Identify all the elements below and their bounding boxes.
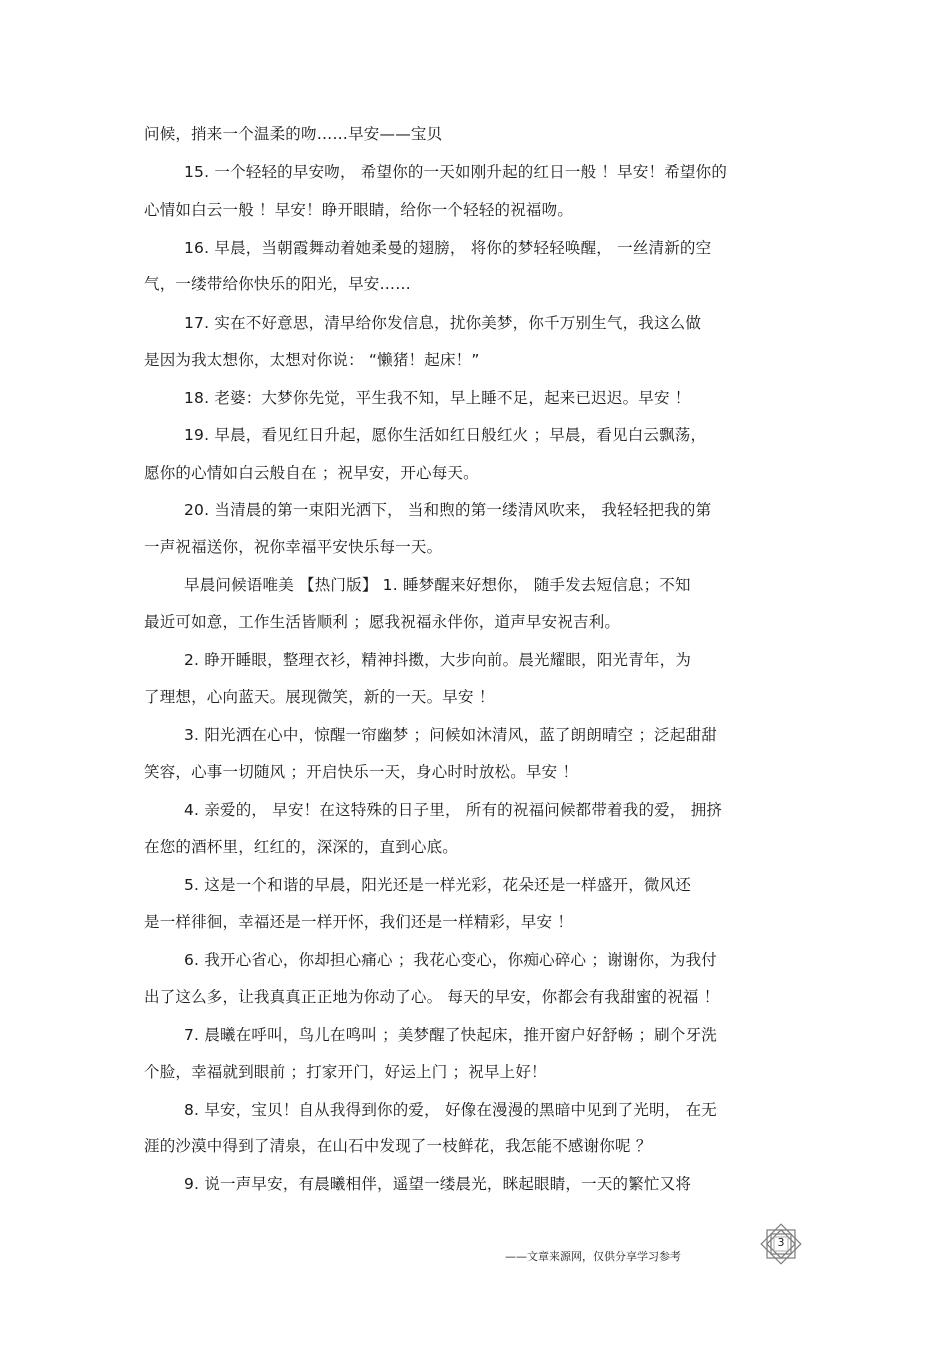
text-line: 出了这么多，让我真真正正地为你动了心。 每天的早安，你都会有我甜蜜的祝福 ！ (144, 988, 720, 1006)
text-line: 4. 亲爱的， 早安！在这特殊的日子里， 所有的祝福问候都带着我的爱， 拥挤 (184, 801, 723, 819)
text-line: 16. 早晨，当朝霞舞动着她柔曼的翅膀， 将你的梦轻轻唤醒， 一丝清新的空 (184, 239, 712, 257)
text-line: 早晨问候语唯美 【热门版】 1. 睡梦醒来好想你， 随手发去短信息；不知 (184, 576, 691, 594)
text-line: 18. 老婆：大梦你先觉，平生我不知，早上睡不足，起来已迟迟。早安 ！ (184, 389, 691, 407)
text-line: 最近可如意，工作生活皆顺利 ；愿我祝福永伴你，道声早安祝吉利。 (144, 613, 621, 631)
text-line: 15. 一个轻轻的早安吻， 希望你的一天如刚升起的红日一般 ！早安！希望你的 (184, 163, 728, 181)
text-line: 是因为我太想你，太想对你说： “懒猪！起床！” (144, 351, 480, 369)
text-line: 8. 早安，宝贝！自从我得到你的爱， 好像在漫漫的黑暗中见到了光明， 在无 (184, 1101, 717, 1119)
text-line: 20. 当清晨的第一束阳光洒下， 当和煦的第一缕清风吹来， 我轻轻把我的第 (184, 501, 712, 519)
text-line: 愿你的心情如白云般自在 ；祝早安，开心每天。 (144, 464, 479, 482)
page-number: 3 (777, 1236, 785, 1249)
text-line: 气，一缕带给你快乐的阳光，早安…… (144, 275, 411, 293)
text-line: 了理想，心向蓝天。展现微笑，新的一天。早安 ！ (144, 688, 495, 706)
footer-source-note: ——文章来源网，仅供分享学习参考 (505, 1250, 681, 1263)
text-line: 7. 晨曦在呼叫，鸟儿在鸣叫 ；美梦醒了快起床，推开窗户好舒畅 ；刷个牙洗 (184, 1026, 717, 1044)
page-number-badge (757, 1220, 805, 1268)
text-line: 个脸，幸福就到眼前 ；打家开门，好运上门 ；祝早上好！ (144, 1063, 547, 1081)
text-line: 一声祝福送你，祝你幸福平安快乐每一天。 (144, 538, 443, 556)
text-line: 17. 实在不好意思，清早给你发信息，扰你美梦，你千万别生气，我这么做 (184, 314, 702, 332)
text-line: 问候，捎来一个温柔的吻……早安——宝贝 (144, 125, 443, 143)
text-line: 5. 这是一个和谐的早晨，阳光还是一样光彩，花朵还是一样盛开，微风还 (184, 876, 692, 894)
text-line: 涯的沙漠中得到了清泉，在山石中发现了一枝鲜花，我怎能不感谢你呢 ？ (144, 1137, 652, 1155)
text-line: 9. 说一声早安，有晨曦相伴，遥望一缕晨光，眯起眼睛，一天的繁忙又将 (184, 1175, 692, 1193)
text-line: 19. 早晨，看见红日升起，愿你生活如红日般红火 ；早晨，看见白云飘荡， (184, 426, 707, 444)
text-line: 笑容，心事一切随风 ；开启快乐一天，身心时时放松。早安 ！ (144, 763, 579, 781)
text-line: 是一样徘徊，幸福还是一样开怀，我们还是一样精彩，早安 ！ (144, 913, 574, 931)
text-line: 心情如白云一般 ！早安！睁开眼睛，给你一个轻轻的祝福吻。 (144, 201, 574, 219)
text-line: 6. 我开心省心，你却担心痛心 ；我花心变心，你痴心碎心 ；谢谢你，为我付 (184, 951, 717, 969)
text-line: 3. 阳光洒在心中，惊醒一帘幽梦 ；问候如沐清风，蓝了朗朗晴空 ；泛起甜甜 (184, 726, 717, 744)
text-line: 在您的酒杯里，红红的，深深的，直到心底。 (144, 838, 459, 856)
text-line: 2. 睁开睡眼，整理衣衫，精神抖擞，大步向前。晨光耀眼，阳光青年，为 (184, 651, 692, 669)
